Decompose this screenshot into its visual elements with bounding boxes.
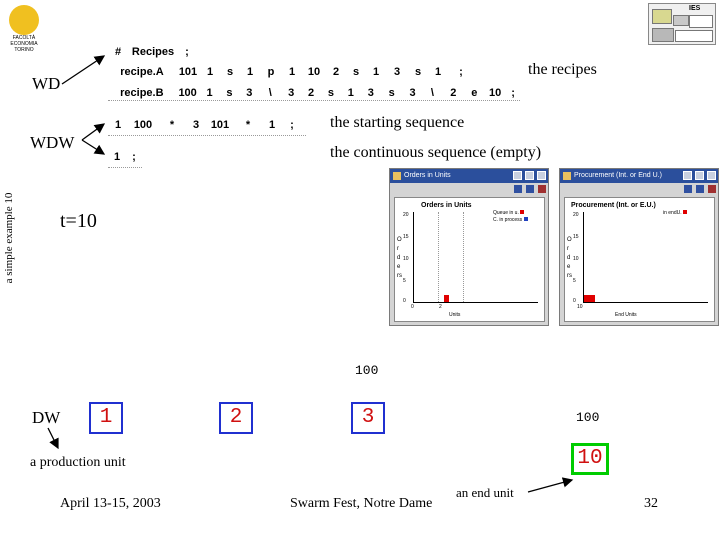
y-axis-label: Orders [397, 237, 402, 279]
table-cell: ; [511, 86, 515, 99]
table-cell: 1 [114, 118, 122, 131]
logo-line-2: ECONOMIA [10, 41, 38, 47]
chart-axes [583, 212, 708, 303]
x-tick: 2 [439, 304, 442, 310]
orders-toolbar [390, 183, 548, 195]
wdw-label: WDW [30, 133, 75, 152]
orders-window-titlebar[interactable] [390, 169, 548, 183]
table-cell: 3 [367, 86, 374, 99]
table-cell: Recipes [131, 45, 175, 58]
page-number: 32 [644, 496, 658, 511]
table-cell: 2 [307, 86, 315, 99]
legend-entry: in endU. [663, 210, 687, 217]
table-cell: 1 [206, 65, 214, 78]
x-tick: 10 [577, 304, 583, 310]
maximize-icon[interactable] [525, 171, 534, 180]
table-cell: 1 [206, 86, 213, 99]
save-icon[interactable] [696, 185, 704, 193]
table-cell: * [169, 118, 175, 131]
table-cell: 3 [288, 86, 295, 99]
table-cell: ; [185, 45, 189, 58]
orders-window[interactable] [389, 168, 549, 326]
table-cell: recipe.B [120, 86, 164, 99]
table-cell: 1 [372, 65, 380, 78]
time-label: t=10 [60, 210, 97, 232]
chart-axes [413, 212, 538, 303]
end-unit-count: 100 [576, 410, 600, 425]
maximize-icon[interactable] [695, 171, 704, 180]
y-tick: 5 [573, 278, 576, 284]
y-axis-label: Orders [567, 237, 572, 279]
unit-box-2[interactable]: 2 [219, 402, 253, 434]
bar [584, 295, 595, 302]
logo-line-3: TORINO [14, 47, 34, 53]
ies-logo-text: IES [689, 5, 701, 12]
continuous-sequence-table [108, 148, 142, 168]
table-cell: ; [132, 150, 136, 163]
the-recipes-label: the recipes [528, 61, 597, 78]
table-cell: 100 [178, 86, 197, 99]
table-cell: 10 [307, 65, 321, 78]
table-cell: 100 [133, 118, 153, 131]
table-cell: 3 [246, 86, 253, 99]
table-cell: 3 [409, 86, 416, 99]
save-icon[interactable] [526, 185, 534, 193]
recipe-row-b [108, 84, 520, 101]
y-tick: 0 [573, 298, 576, 304]
print-icon[interactable] [514, 185, 522, 193]
table-cell: # [114, 45, 122, 58]
table-cell: s [327, 86, 334, 99]
unit-box-3[interactable]: 3 [351, 402, 385, 434]
close-icon[interactable] [707, 171, 716, 180]
gridline-vertical [463, 212, 464, 302]
table-cell: 1 [113, 150, 121, 163]
table-cell: 1 [246, 65, 254, 78]
table-cell: 1 [434, 65, 442, 78]
procurement-window[interactable] [559, 168, 719, 326]
table-cell: s [414, 65, 422, 78]
y-tick: 20 [573, 212, 579, 218]
table-cell: 1 [268, 118, 276, 131]
side-label: a simple example 10 [3, 192, 15, 284]
legend-entry: C. in process [493, 217, 528, 224]
wd-label: WD [32, 74, 61, 93]
footer-event: Swarm Fest, Notre Dame [290, 496, 433, 511]
logo-line-1: FACOLTÀ [12, 35, 36, 41]
unit-3-count: 100 [355, 363, 379, 378]
minimize-icon[interactable] [683, 171, 692, 180]
legend-entry: Queue in u. [493, 210, 528, 217]
orders-window-title: Orders in Units [404, 172, 451, 179]
procurement-plot [564, 197, 715, 322]
table-cell: 101 [210, 118, 230, 131]
y-tick: 10 [573, 256, 579, 262]
table-cell: ; [459, 65, 463, 78]
starting-sequence-label: the starting sequence [330, 114, 465, 131]
table-cell: s [388, 86, 395, 99]
table-cell: 10 [489, 86, 502, 99]
zoom-icon[interactable] [708, 185, 716, 193]
table-cell: recipe.A [120, 65, 164, 78]
y-tick: 0 [403, 298, 406, 304]
table-cell: 3 [192, 118, 200, 131]
unit-box-1[interactable]: 1 [89, 402, 123, 434]
orders-plot [394, 197, 545, 322]
y-tick: 20 [403, 212, 409, 218]
procurement-toolbar [560, 183, 718, 195]
table-cell: 3 [393, 65, 401, 78]
footer-date: April 13-15, 2003 [60, 496, 161, 511]
chart-title: Orders in Units [421, 202, 472, 209]
minimize-icon[interactable] [513, 171, 522, 180]
table-cell: \ [268, 86, 272, 99]
chart-title: Procurement (Int. or E.U.) [571, 202, 656, 209]
table-cell: p [267, 65, 275, 78]
print-icon[interactable] [684, 185, 692, 193]
y-tick: 15 [573, 234, 579, 240]
window-icon [393, 172, 401, 180]
end-unit-box[interactable]: 10 [571, 443, 609, 475]
table-cell: s [352, 65, 360, 78]
close-icon[interactable] [537, 171, 546, 180]
table-cell: 2 [332, 65, 340, 78]
starting-sequence-table [108, 116, 306, 136]
x-axis-label: End Units [615, 312, 637, 318]
y-tick: 5 [403, 278, 406, 284]
table-cell: s [226, 65, 234, 78]
gridline-vertical [438, 212, 439, 302]
procurement-window-titlebar[interactable] [560, 169, 718, 183]
table-cell: e [471, 86, 478, 99]
table-cell: 1 [288, 65, 296, 78]
recipes-table [108, 43, 520, 101]
dw-label: DW [32, 408, 61, 427]
table-cell: * [245, 118, 251, 131]
y-tick: 10 [403, 256, 409, 262]
end-unit-label: an end unit [456, 485, 514, 500]
table-cell: 2 [450, 86, 457, 99]
bar [444, 295, 449, 302]
table-cell: 1 [347, 86, 354, 99]
table-cell: \ [430, 86, 434, 99]
window-icon [563, 172, 571, 180]
table-cell: ; [290, 118, 294, 131]
y-tick: 15 [403, 234, 409, 240]
procurement-window-title: Procurement (Int. or End U.) [574, 172, 662, 179]
x-tick: 0 [411, 304, 414, 310]
continuous-sequence-label: the continuous sequence (empty) [330, 144, 542, 161]
x-axis-label: Units [449, 312, 461, 318]
zoom-icon[interactable] [538, 185, 546, 193]
table-cell: 101 [178, 65, 198, 78]
table-cell: s [226, 86, 233, 99]
recipes-header-row [108, 43, 520, 60]
recipe-row-a [108, 63, 520, 80]
production-unit-label: a production unit [30, 455, 126, 470]
